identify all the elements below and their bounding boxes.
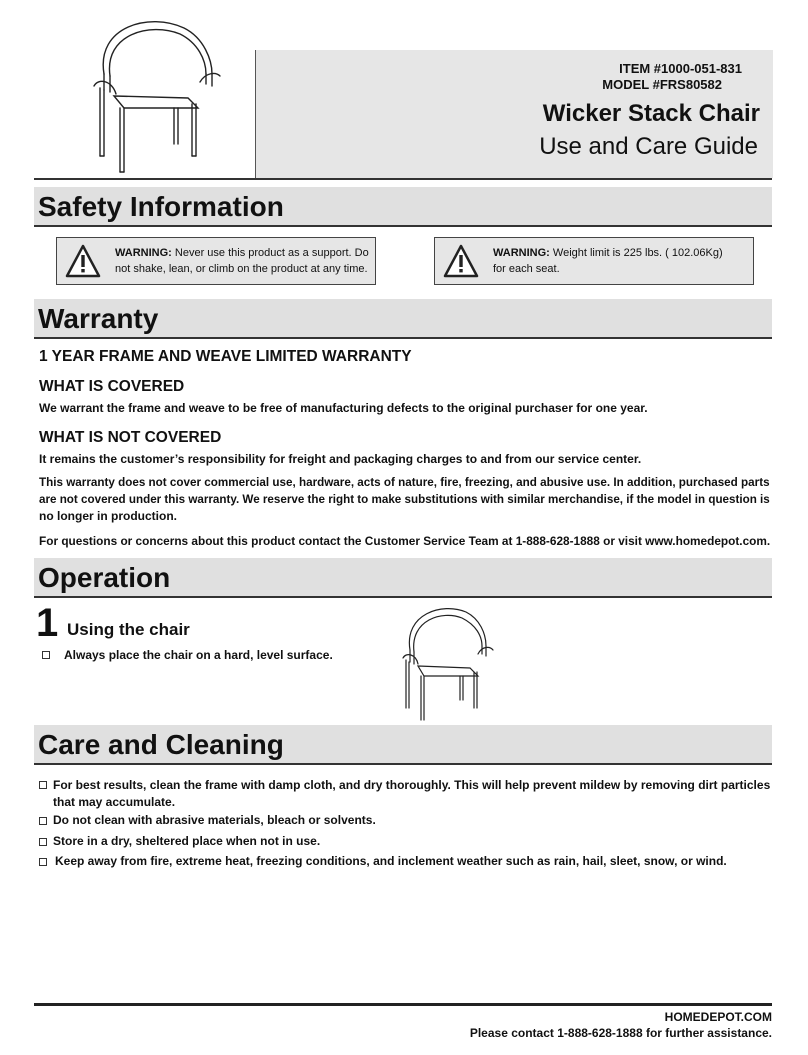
section-header-warranty: Warranty (34, 299, 772, 339)
footer-contact: Please contact 1-888-628-1888 for further assistance. (469, 1026, 772, 1040)
chair-illustration-operation (398, 604, 496, 722)
warning-box-support (56, 237, 376, 285)
warning-text: not shake, lean, or climb on the product at any time. (115, 263, 368, 275)
header-divider (34, 178, 772, 180)
step-number: 1 (36, 601, 59, 645)
care-bullet-1-cont: that may accumulate. (53, 795, 176, 809)
checkbox-bullet-icon (39, 817, 47, 825)
item-number: ITEM #1000-051-831 (619, 61, 742, 76)
document-subtitle: Use and Care Guide (539, 133, 758, 160)
warning-box-weight (434, 237, 754, 285)
care-bullet-1: For best results, clean the frame with damp cloth, and dry thoroughly. This will help prevent mildew by removing dirt particles (53, 778, 771, 792)
covered-text: We warrant the frame and weave to be free of manufacturing defects to the original purchaser for one year. (39, 401, 648, 415)
warning-text: Never use this product as a support. Do (174, 247, 369, 259)
exclusions-line-3: no longer in production. (39, 509, 177, 523)
warning-text: for each seat. (493, 263, 560, 275)
section-header-safety: Safety Information (34, 187, 772, 227)
footer-site: HOMEDEPOT.COM (664, 1010, 772, 1024)
not-covered-text: It remains the customer’s responsibility for freight and packaging charges to and from our service center. (39, 452, 642, 466)
care-bullet-3: Store in a dry, sheltered place when not in use. (53, 834, 321, 848)
exclusions-line-1: This warranty does not cover commercial use, hardware, acts of nature, fire, freezing, and abusive use. In addition, purchased parts (39, 475, 770, 489)
care-bullet-2: Do not clean with abrasive materials, bleach or solvents. (53, 813, 376, 827)
not-covered-heading: WHAT IS NOT COVERED (39, 429, 222, 446)
warranty-heading: 1 YEAR FRAME AND WEAVE LIMITED WARRANTY (39, 348, 412, 365)
operation-bullet-text: Always place the chair on a hard, level surface. (64, 648, 333, 662)
checkbox-bullet-icon (42, 651, 50, 659)
checkbox-bullet-icon (39, 781, 47, 789)
footer-divider (34, 1003, 772, 1006)
checkbox-bullet-icon (39, 838, 47, 846)
model-number: MODEL #FRS80582 (602, 77, 722, 92)
document-title: Wicker Stack Chair (542, 100, 760, 127)
section-header-care: Care and Cleaning (34, 725, 772, 765)
warning-text: Weight limit is 225 lbs. ( 102.06Kg) (552, 247, 723, 259)
section-header-operation: Operation (34, 558, 772, 598)
covered-heading: WHAT IS COVERED (39, 378, 185, 395)
contact-text: For questions or concerns about this product contact the Customer Service Team at 1-888-628-1888 or visit www.homedepot.com. (39, 534, 771, 548)
warning-label: WARNING: (115, 247, 172, 259)
checkbox-bullet-icon (39, 858, 47, 866)
warning-triangle-icon (65, 244, 101, 278)
chair-illustration-header (88, 16, 228, 176)
care-bullet-4: Keep away from fire, extreme heat, freezing conditions, and inclement weather such as rain, hail, sleet, snow, or wind. (55, 854, 727, 868)
step-title: Using the chair (67, 620, 190, 639)
warning-triangle-icon (443, 244, 479, 278)
exclusions-line-2: are not covered under this warranty. We reserve the right to make substitutions with similar merchandise, if the model in question is (39, 492, 770, 506)
warning-label: WARNING: (493, 247, 550, 259)
